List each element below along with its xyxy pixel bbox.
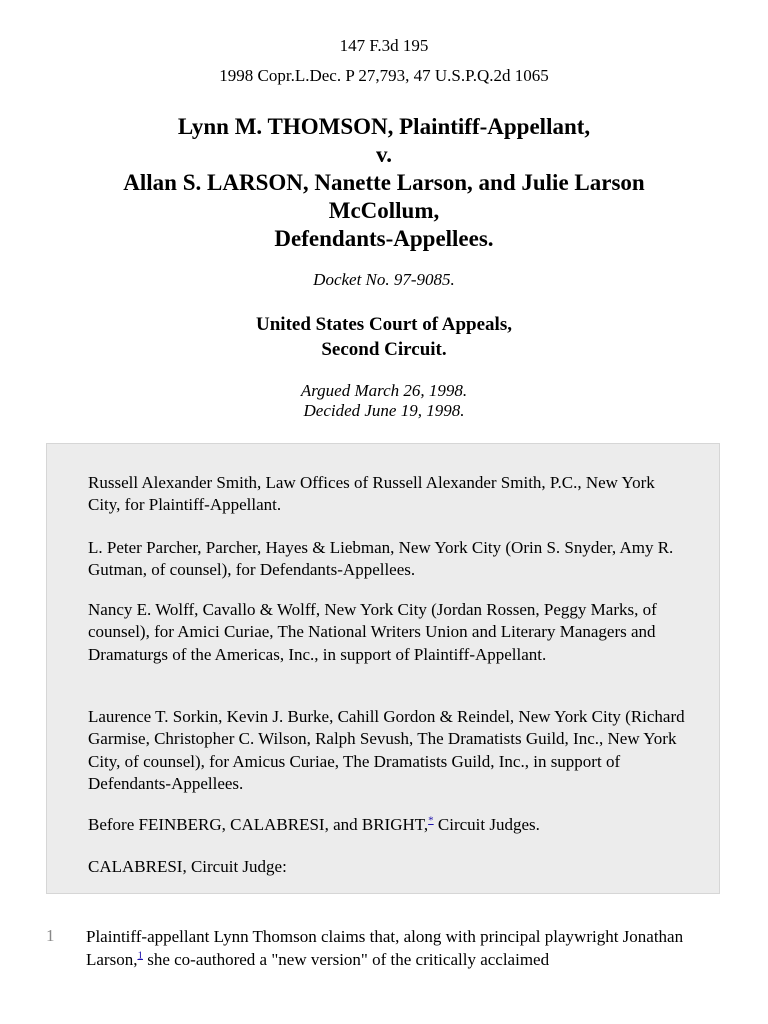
decided-date: Decided June 19, 1998.: [303, 401, 465, 420]
caption-defendants-cont: McCollum,: [328, 198, 440, 223]
caption-defendants-role: Defendants-Appellees.: [274, 226, 494, 251]
parallel-citation: 1998 Copr.L.Dec. P 27,793, 47 U.S.P.Q.2d 1065: [219, 66, 549, 85]
case-caption: [0, 113, 768, 253]
counsel-amici-plaintiff: Nancy E. Wolff, Cavallo & Wolff, New York City (Jordan Rossen, Peggy Marks, of counsel), for Amici Curiae, The National Writers Union and Literary Managers and Dramaturgs of the Americas, Inc., in support of Plaintiff-Appellant.: [88, 600, 657, 664]
opinion-text-before: Plaintiff-appellant Lynn Thomson claims that, along with principal playwright Jonathan Larson,: [86, 927, 684, 969]
counsel-amicus-defendants: Laurence T. Sorkin, Kevin J. Burke, Cahill Gordon & Reindel, New York City (Richard Garmise, Christopher C. Wilson, Ralph Sevush, The Dramatists Guild, Inc., New York City, of counsel), for Amicus Curiae, The Dramatists Guild, Inc., in support of Defendants-Appellees.: [88, 707, 685, 793]
panel-after-text: Circuit Judges.: [433, 815, 540, 834]
caption-versus: v.: [376, 142, 392, 167]
counsel-plaintiff: Russell Alexander Smith, Law Offices of Russell Alexander Smith, P.C., New York City, for Plaintiff-Appellant.: [88, 473, 655, 515]
court-line-1: United States Court of Appeals,: [256, 314, 512, 335]
caption-defendants: Allan S. LARSON, Nanette Larson, and Julie Larson: [123, 170, 645, 195]
footnote-1-link[interactable]: 1: [137, 948, 143, 961]
argued-date: Argued March 26, 1998.: [300, 381, 468, 400]
paragraph-number: 1: [46, 926, 55, 945]
citation: 147 F.3d 195: [339, 36, 429, 55]
panel-judges: [88, 814, 688, 836]
counsel-box: [46, 443, 720, 894]
panel-before-text: Before FEINBERG, CALABRESI, and BRIGHT,: [88, 815, 429, 834]
opinion-text-after: she co-authored a "new version" of the critically acclaimed: [142, 949, 550, 969]
footnote-star-link[interactable]: *: [428, 814, 434, 827]
opinion-author: CALABRESI, Circuit Judge:: [88, 857, 287, 876]
court-line-2: Second Circuit.: [321, 339, 447, 360]
case-dates: [0, 381, 768, 421]
counsel-defendants: L. Peter Parcher, Parcher, Hayes & Liebman, New York City (Orin S. Snyder, Amy R. Gutman, of counsel), for Defendants-Appellees.: [88, 538, 674, 580]
opinion-paragraph: [86, 926, 726, 971]
court-name: [0, 312, 768, 362]
caption-plaintiff: Lynn M. THOMSON, Plaintiff-Appellant,: [177, 114, 591, 139]
docket-number: Docket No. 97-9085.: [313, 270, 455, 289]
